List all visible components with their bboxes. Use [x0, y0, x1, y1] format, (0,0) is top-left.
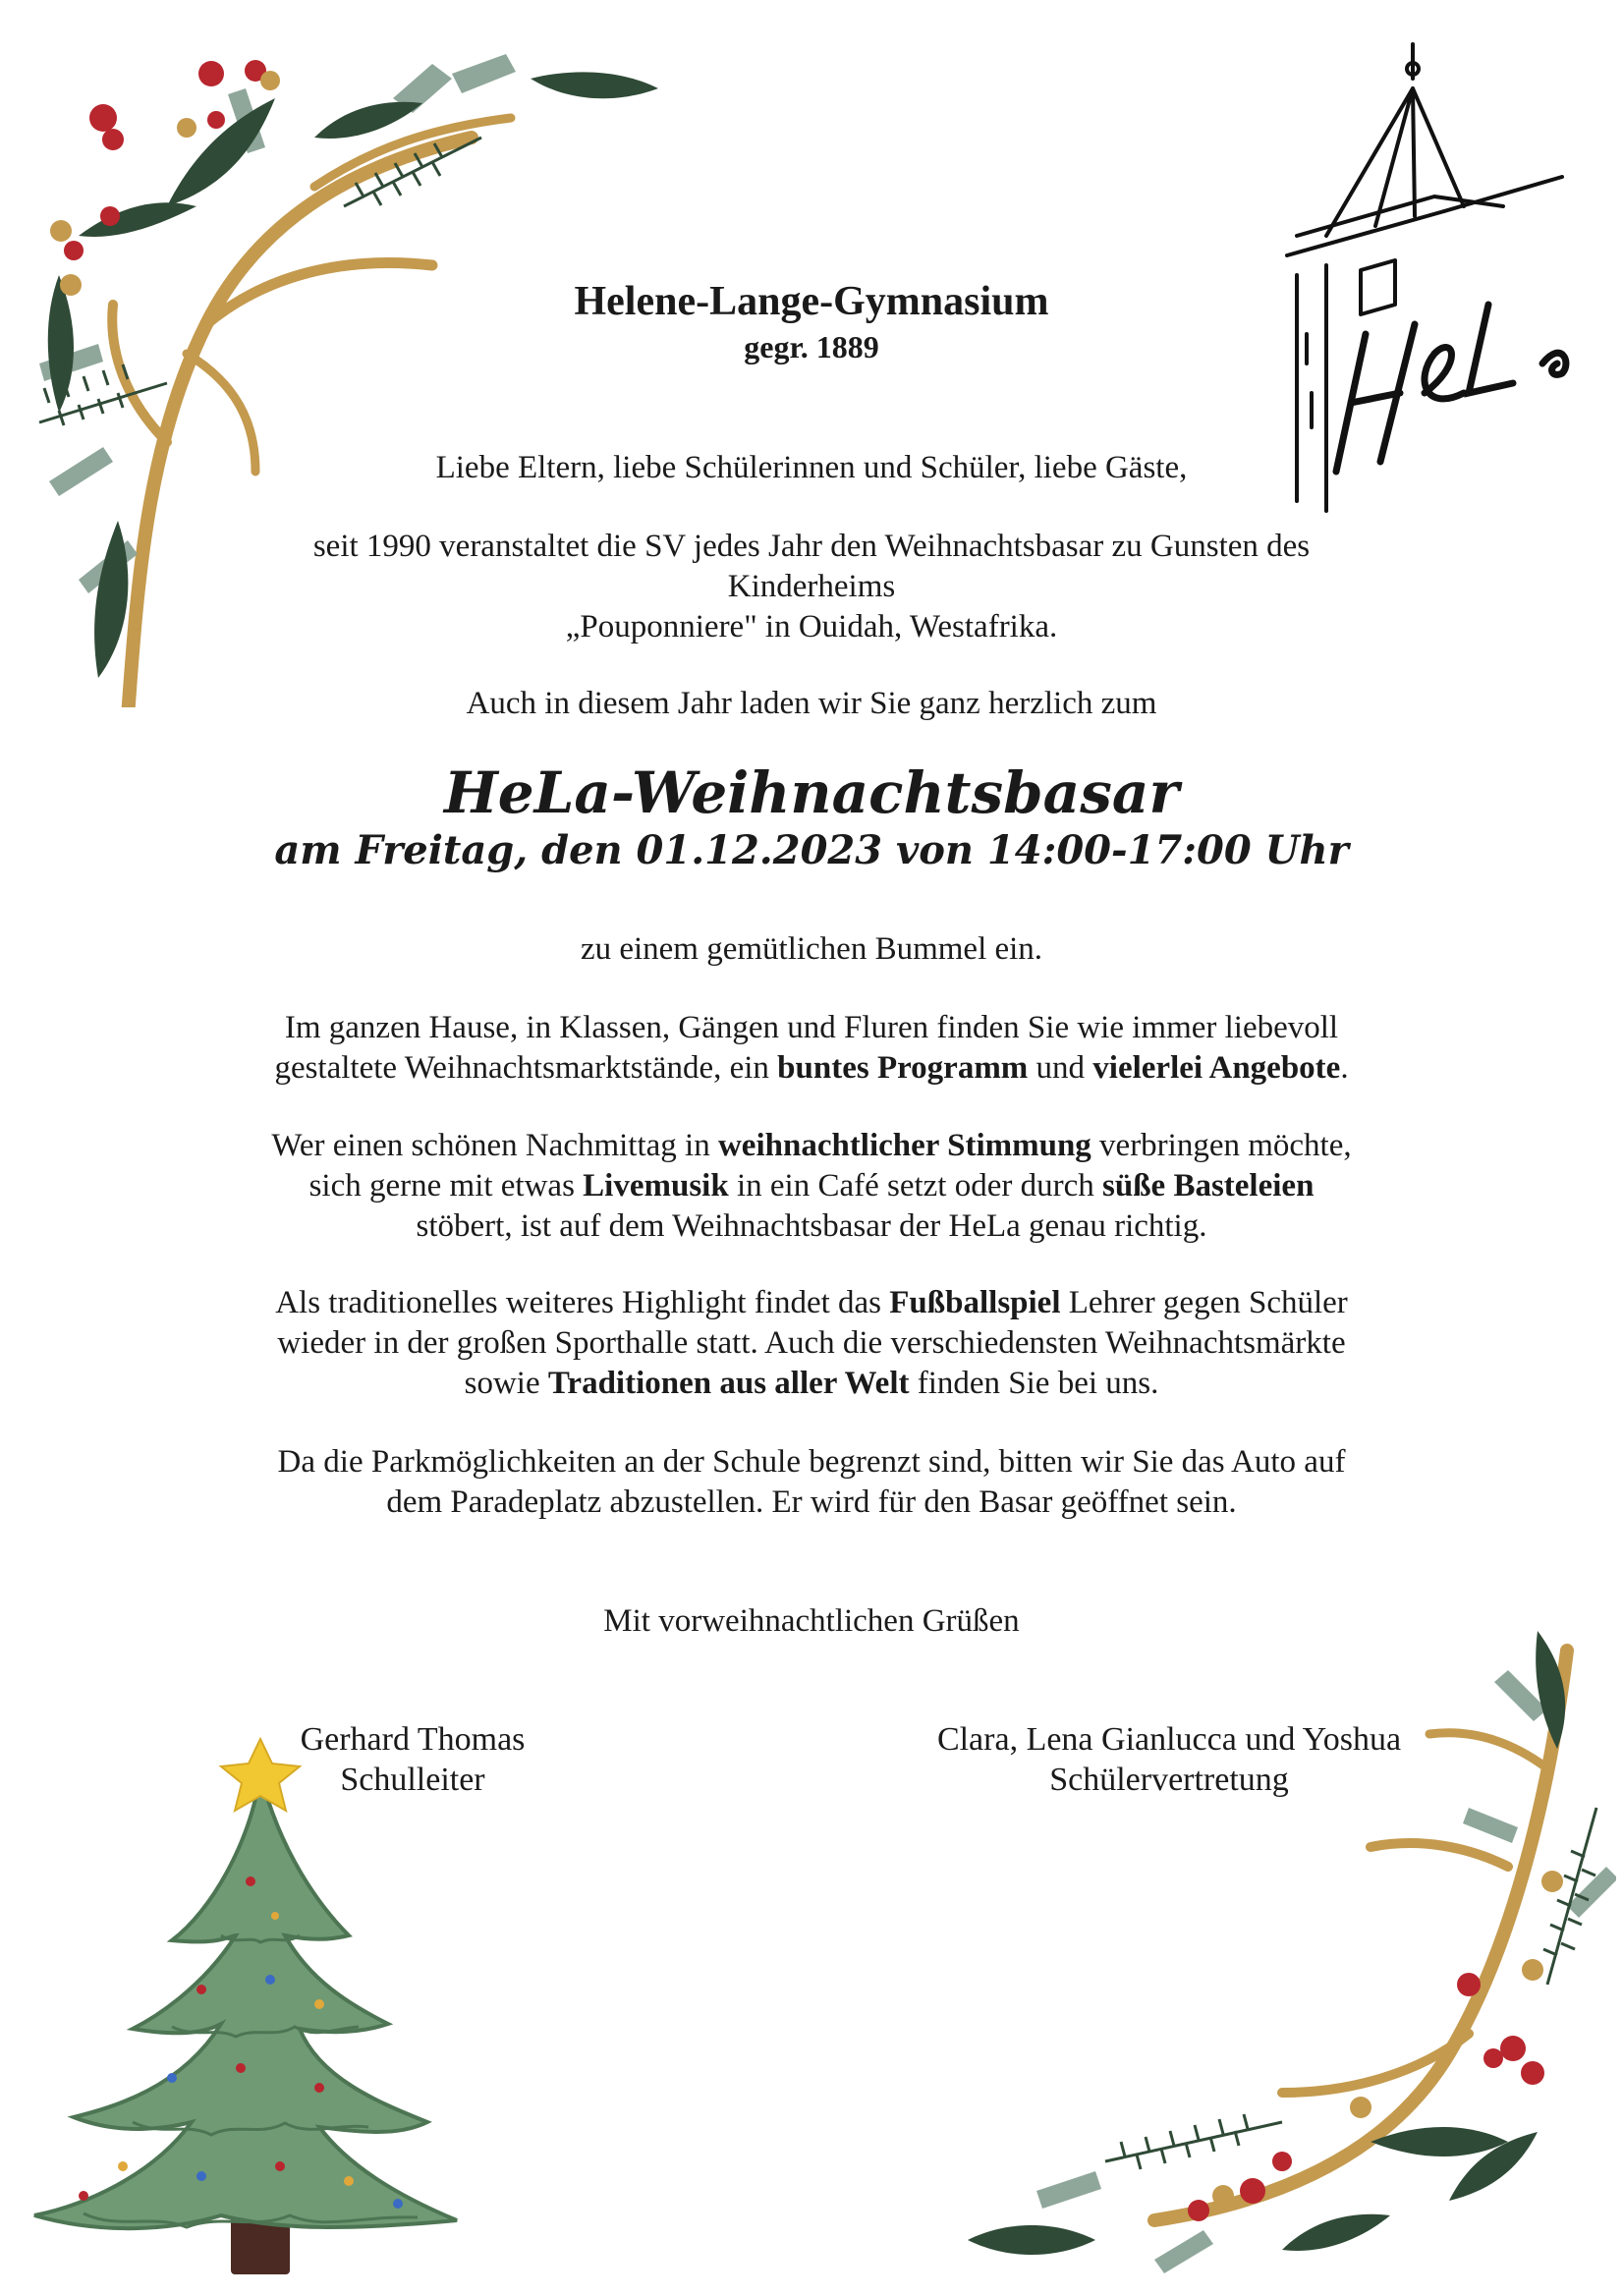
invite-line: Auch in diesem Jahr laden wir Sie ganz herzlich zum	[466, 686, 1157, 721]
paragraph-line	[0, 1048, 1623, 1089]
intro-line: Kinderheims	[727, 569, 896, 604]
paragraph-line	[0, 1364, 1623, 1404]
paragraph-line	[0, 1126, 1623, 1166]
text-run: in ein Café setzt oder durch	[728, 1168, 1102, 1204]
highlight-crafts: süße Basteleien	[1102, 1168, 1315, 1204]
text-run: Als traditionelles weiteres Highlight findet das	[275, 1285, 890, 1320]
paragraph-stands	[0, 1008, 1623, 1089]
paragraph-line	[0, 1166, 1623, 1206]
signature-role: Schülervertretung	[1049, 1762, 1289, 1798]
paragraph-line: dem Paradeplatz abzustellen. Er wird für den Basar geöffnet sein.	[386, 1484, 1237, 1520]
text-run: .	[1340, 1050, 1349, 1086]
text-run: Wer einen schönen Nachmittag in	[271, 1128, 718, 1163]
highlight-program: buntes Programm	[777, 1050, 1029, 1086]
greeting: Liebe Eltern, liebe Schülerinnen und Schüler, liebe Gäste,	[435, 450, 1188, 485]
event-date: am Freitag, den 01.12.2023 von 14:00-17:00 Uhr	[274, 827, 1349, 873]
paragraph-line: stöbert, ist auf dem Weihnachtsbasar der HeLa genau richtig.	[416, 1208, 1207, 1244]
paragraph-parking	[0, 1442, 1623, 1523]
paragraph-line: Im ganzen Hause, in Klassen, Gängen und Fluren finden Sie wie immer liebevoll	[284, 1010, 1339, 1045]
text-run: sich gerne mit etwas	[308, 1168, 584, 1204]
text-run: gestaltete Weihnachtsmarktstände, ein	[274, 1050, 778, 1086]
intro-line: „Pouponniere" in Ouidah, Westafrika.	[565, 609, 1058, 644]
christmas-tree-icon	[25, 1734, 467, 2284]
intro-line: seit 1990 veranstaltet die SV jedes Jahr den Weihnachtsbasar zu Gunsten des	[312, 529, 1311, 564]
school-name: Helene-Lange-Gymnasium	[574, 279, 1049, 324]
event-title: HeLa-Weihnachtsbasar	[443, 759, 1180, 826]
text-run: und	[1028, 1050, 1093, 1086]
text-run: Lehrer gegen Schüler	[1060, 1285, 1348, 1320]
signature-name: Gerhard Thomas	[300, 1721, 526, 1758]
signature-name: Clara, Lena Gianlucca und Yoshua	[936, 1721, 1402, 1758]
highlight-football: Fußballspiel	[889, 1285, 1061, 1320]
highlight-traditions: Traditionen aus aller Welt	[547, 1366, 910, 1401]
signature-role: Schulleiter	[340, 1762, 485, 1798]
paragraph-line	[0, 1283, 1623, 1323]
paragraph-highlight	[0, 1283, 1623, 1404]
text-run: finden Sie bei uns.	[909, 1366, 1159, 1401]
intro-paragraph	[0, 527, 1623, 647]
paragraph-line: wieder in der großen Sporthalle statt. Auch die verschiedensten Weihnachtsmärkte	[277, 1325, 1346, 1361]
school-founded: gegr. 1889	[744, 329, 879, 364]
highlight-livemusic: Livemusik	[583, 1168, 729, 1204]
holly-corner-bottom-right-icon	[958, 1611, 1616, 2289]
paragraph-atmosphere	[0, 1126, 1623, 1247]
paragraph-line: Da die Parkmöglichkeiten an der Schule begrenzt sind, bitten wir Sie das Auto auf	[277, 1444, 1346, 1480]
text-run: verbringen möchte,	[1091, 1128, 1352, 1163]
highlight-offers: vielerlei Angebote	[1092, 1050, 1341, 1086]
highlight-mood: weihnachtlicher Stimmung	[717, 1128, 1091, 1163]
closing-line: Mit vorweihnachtlichen Grüßen	[603, 1603, 1020, 1639]
text-run: sowie	[464, 1366, 548, 1401]
walk-line: zu einem gemütlichen Bummel ein.	[580, 931, 1043, 967]
